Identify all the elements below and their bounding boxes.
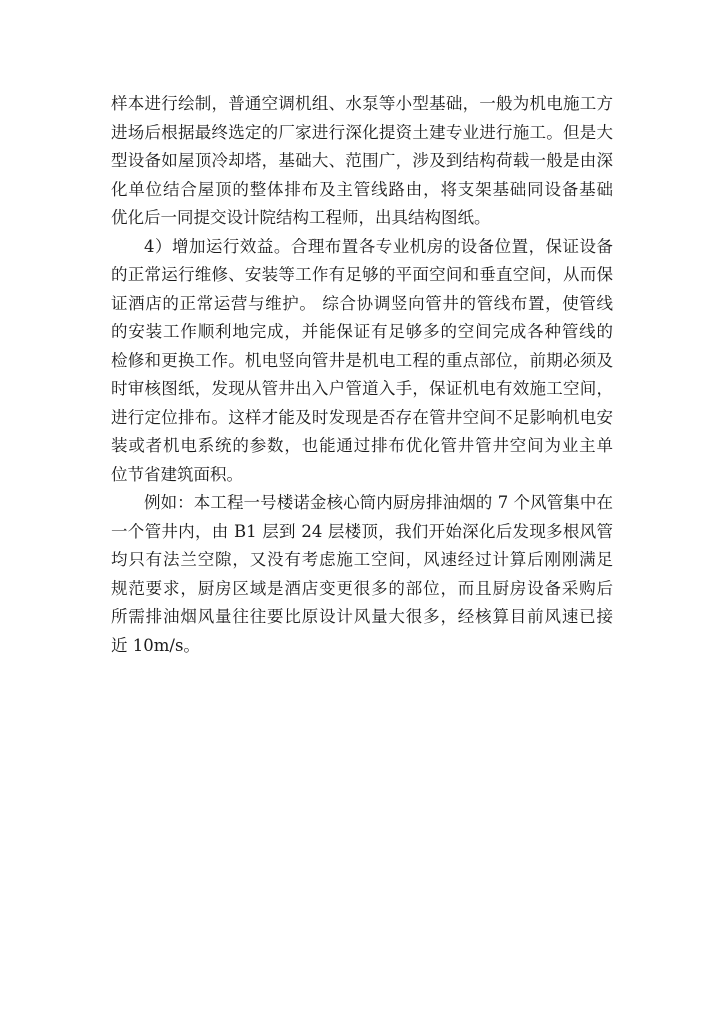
text-line: 的安装工作顺利地完成，并能保证有足够多的空间完成各种管线的 bbox=[111, 322, 613, 341]
paragraph-3 bbox=[111, 489, 613, 660]
paragraph-1 bbox=[111, 90, 613, 233]
text-line: 进行定位排布。这样才能及时发现是否存在管井空间不足影响机电安 bbox=[111, 407, 613, 427]
text-line: 检修和更换工作。机电竖向管井是机电工程的重点部位，前期必须及 bbox=[111, 350, 613, 370]
text-line: 一个管井内，由 B1 层到 24 层楼顶，我们开始深化后发现多根风管 bbox=[111, 521, 613, 541]
document-body bbox=[111, 90, 613, 660]
text-line: 位节省建筑面积。 bbox=[111, 464, 243, 484]
text-line: 例如：本工程一号楼诺金核心筒内厨房排油烟的 7 个风管集中在 bbox=[144, 493, 613, 512]
text-line: 优化后一同提交设计院结构工程师，出具结构图纸。 bbox=[111, 208, 491, 227]
text-line: 化单位结合屋顶的整体排布及主管线路由，将支架基础同设备基础 bbox=[111, 179, 613, 199]
text-line: 规范要求，厨房区域是酒店变更很多的部位，而且厨房设备采购后 bbox=[111, 578, 613, 598]
text-line: 近 10m/s。 bbox=[111, 635, 200, 655]
paragraph-2 bbox=[111, 233, 613, 490]
text-line: 进场后根据最终选定的厂家进行深化提资土建专业进行施工。但是大 bbox=[111, 122, 613, 142]
text-line: 装或者机电系统的参数，也能通过排布优化管井管井空间为业主单 bbox=[111, 436, 613, 455]
text-line: 均只有法兰空隙，又没有考虑施工空间，风速经过计算后刚刚满足 bbox=[111, 550, 613, 569]
text-line: 所需排油烟风量往往要比原设计风量大很多，经核算目前风速已接 bbox=[111, 607, 613, 626]
text-line: 型设备如屋顶冷却塔，基础大、范围广，涉及到结构荷载一般是由深 bbox=[111, 151, 613, 170]
text-line: 样本进行绘制，普通空调机组、水泵等小型基础，一般为机电施工方 bbox=[111, 94, 613, 113]
text-line: 证酒店的正常运营与维护。 综合协调竖向管井的管线布置，使管线 bbox=[111, 293, 613, 313]
text-line: 的正常运行维修、安装等工作有足够的平面空间和垂直空间，从而保 bbox=[111, 265, 613, 284]
text-line: 4）增加运行效益。合理布置各专业机房的设备位置，保证设备 bbox=[144, 236, 613, 256]
text-line: 时审核图纸，发现从管井出入户管道入手，保证机电有效施工空间， bbox=[111, 379, 613, 398]
